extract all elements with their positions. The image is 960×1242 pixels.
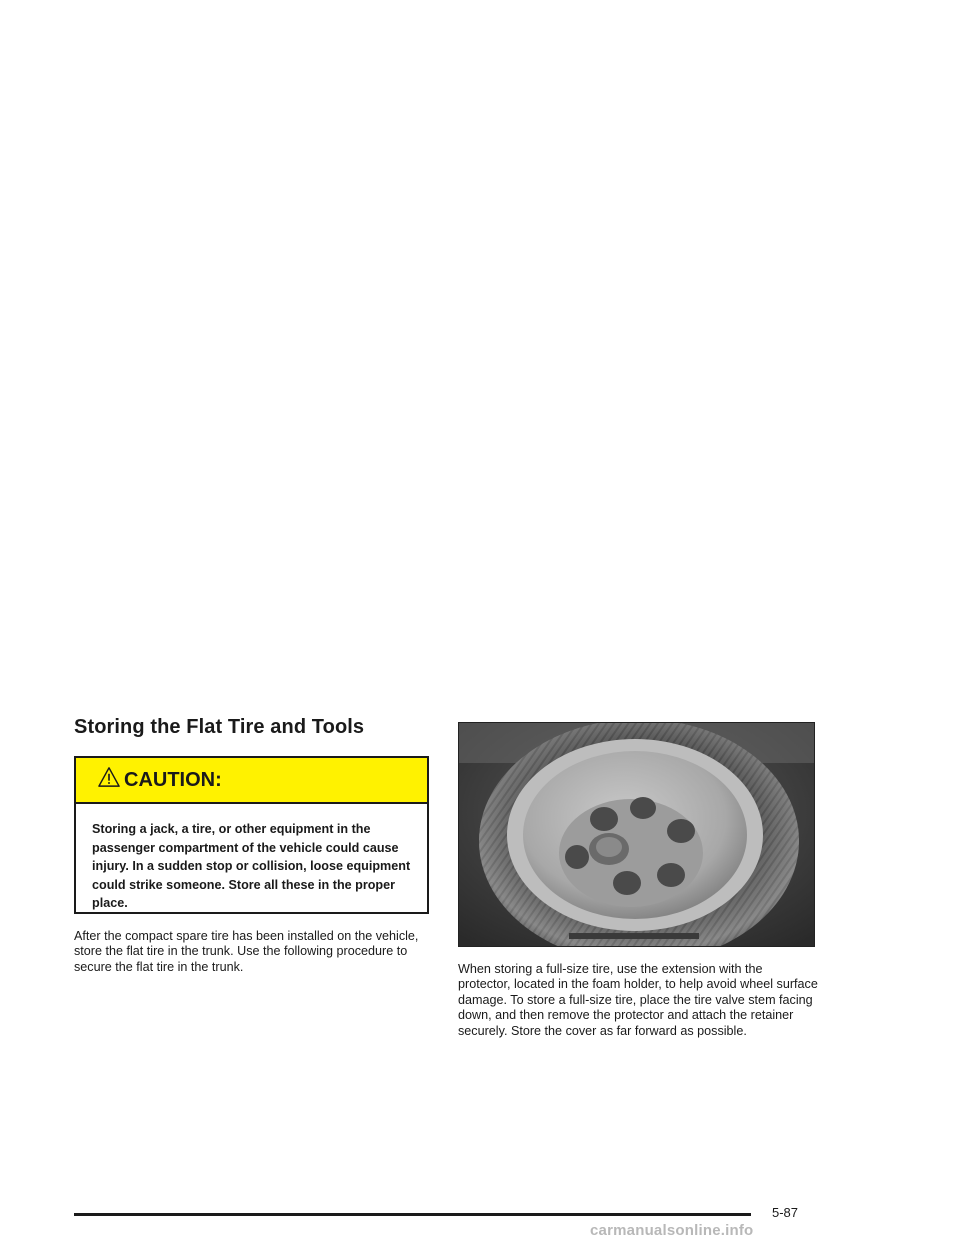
- full-size-tire-storage-paragraph: When storing a full-size tire, use the extension with the protector, located in the foam holder, to help avoid wheel surface damage. To store a full-size tire, place the tire valve stem facing down, and then remove the protector and attach the retainer securely. Store the cover as far forward as possible.: [458, 962, 818, 1038]
- caution-text: Storing a jack, a tire, or other equipment in the passenger compartment of the vehicle could cause injury. In a sudden stop or collision, loose equipment could strike someone. Store all these in the proper place.: [92, 822, 411, 911]
- caution-box: [74, 756, 429, 914]
- watermark[interactable]: carmanualsonline.info: [590, 1222, 754, 1239]
- flat-tire-storage-paragraph: After the compact spare tire has been installed on the vehicle, store the flat tire in the trunk. Use the following procedure to secure the flat tire in the trunk.: [74, 929, 419, 974]
- spare-tire-photo: [458, 722, 815, 947]
- page-number: 5-87: [772, 1205, 799, 1220]
- footer-rule: [74, 1213, 751, 1216]
- caution-triangle-icon: [98, 766, 120, 788]
- section-title: Storing the Flat Tire and Tools: [74, 716, 365, 738]
- caution-header: [76, 758, 427, 804]
- spare-tire-illustration: [459, 723, 814, 946]
- caution-title: CAUTION:: [124, 768, 222, 791]
